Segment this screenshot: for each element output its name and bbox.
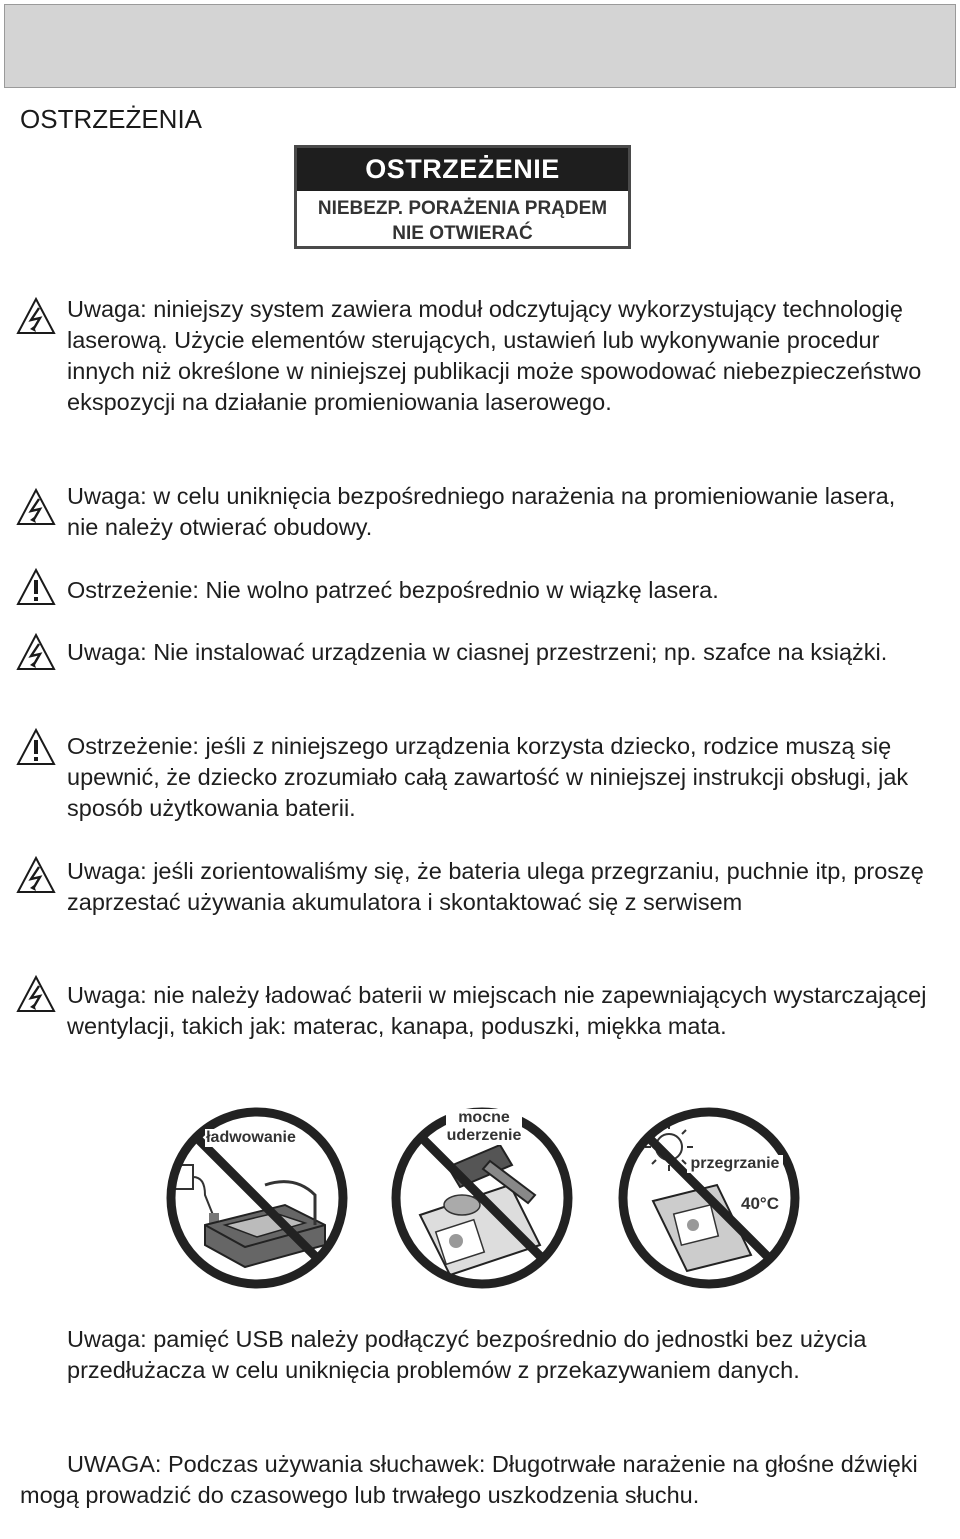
warning-label-line: NIEBEZP. PORAŻENIA PRĄDEM [317,198,608,219]
picto-caption-impact-line: uderzenie [446,1127,522,1144]
exclamation-warning-icon [16,568,56,606]
no-impact-icon [390,1105,574,1291]
note-installation: Uwaga: Nie instalować urządzenia w ciasnej przestrzeni; np. szafce na książki. [67,639,888,665]
note-headphones: UWAGA: Podczas używania słuchawek: Długotrwałe narażenie na głośne dźwięki mogą prowadzić do czasowego lub trwałego uszkodzenia słuchu. [20,1451,918,1508]
header-bar [4,4,956,88]
lightning-warning-icon [16,297,56,335]
lightning-warning-icon [16,633,56,671]
note-laser-beam: Ostrzeżenie: Nie wolno patrzeć bezpośrednio w wiązkę lasera. [67,577,719,603]
note-children: Ostrzeżenie: jeśli z niniejszego urządzenia korzysta dziecko, rodzice muszą się upewnić, że dziecko zrozumiało całą zawartość w niniejszej instrukcji obsługi, jak sposób użytkowania baterii. [67,733,909,821]
shock-warning-label [294,145,631,249]
lightning-warning-icon [16,975,56,1013]
no-charging-on-bed-icon [165,1105,349,1291]
lightning-warning-icon [16,856,56,894]
picto-temperature: 40°C [737,1195,783,1213]
note-charging-ventilation: Uwaga: nie należy ładować baterii w miejscach nie zapewniających wystarczającej wentylacji, takich jak: materac, kanapa, poduszki, miękka mata. [67,982,927,1039]
no-overheating-icon [617,1105,801,1291]
note-battery-overheating: Uwaga: jeśli zorientowaliśmy się, że bateria ulega przegrzaniu, puchnie itp, proszę zaprzestać używania akumulatora i skontaktować się z serwisem [67,858,924,915]
picto-caption-impact-line: mocne [458,1109,510,1126]
exclamation-warning-icon [16,728,56,766]
warning-label-heading: OSTRZEŻENIE [297,148,628,191]
lightning-warning-icon [16,488,56,526]
picto-caption-impact [446,1109,522,1145]
picto-caption-overheating: przegrzanie [687,1155,783,1173]
section-title: OSTRZEŻENIA [20,104,203,134]
picto-caption-charging: ładwowanie [206,1129,296,1146]
note-laser-module: Uwaga: niniejszy system zawiera moduł odczytujący wykorzystujący technologię laserową. Użycie elementów sterujących, ustawień lub wykonywanie procedur innych niż określone w niniejszej publikacji może spowodować niebezpieczeństwo ekspozycji na działanie promieniowania laserowego. [67,296,922,415]
note-do-not-open: Uwaga: w celu uniknięcia bezpośredniego narażenia na promieniowanie lasera, nie należy otwierać obudowy. [67,483,896,540]
prohibition-pictograms [165,1105,805,1291]
note-usb: Uwaga: pamięć USB należy podłączyć bezpośrednio do jednostki bez użycia przedłużacza w celu uniknięcia problemów z przekazywaniem danych. [67,1326,867,1383]
warning-label-line: NIE OTWIERAĆ [392,223,533,244]
